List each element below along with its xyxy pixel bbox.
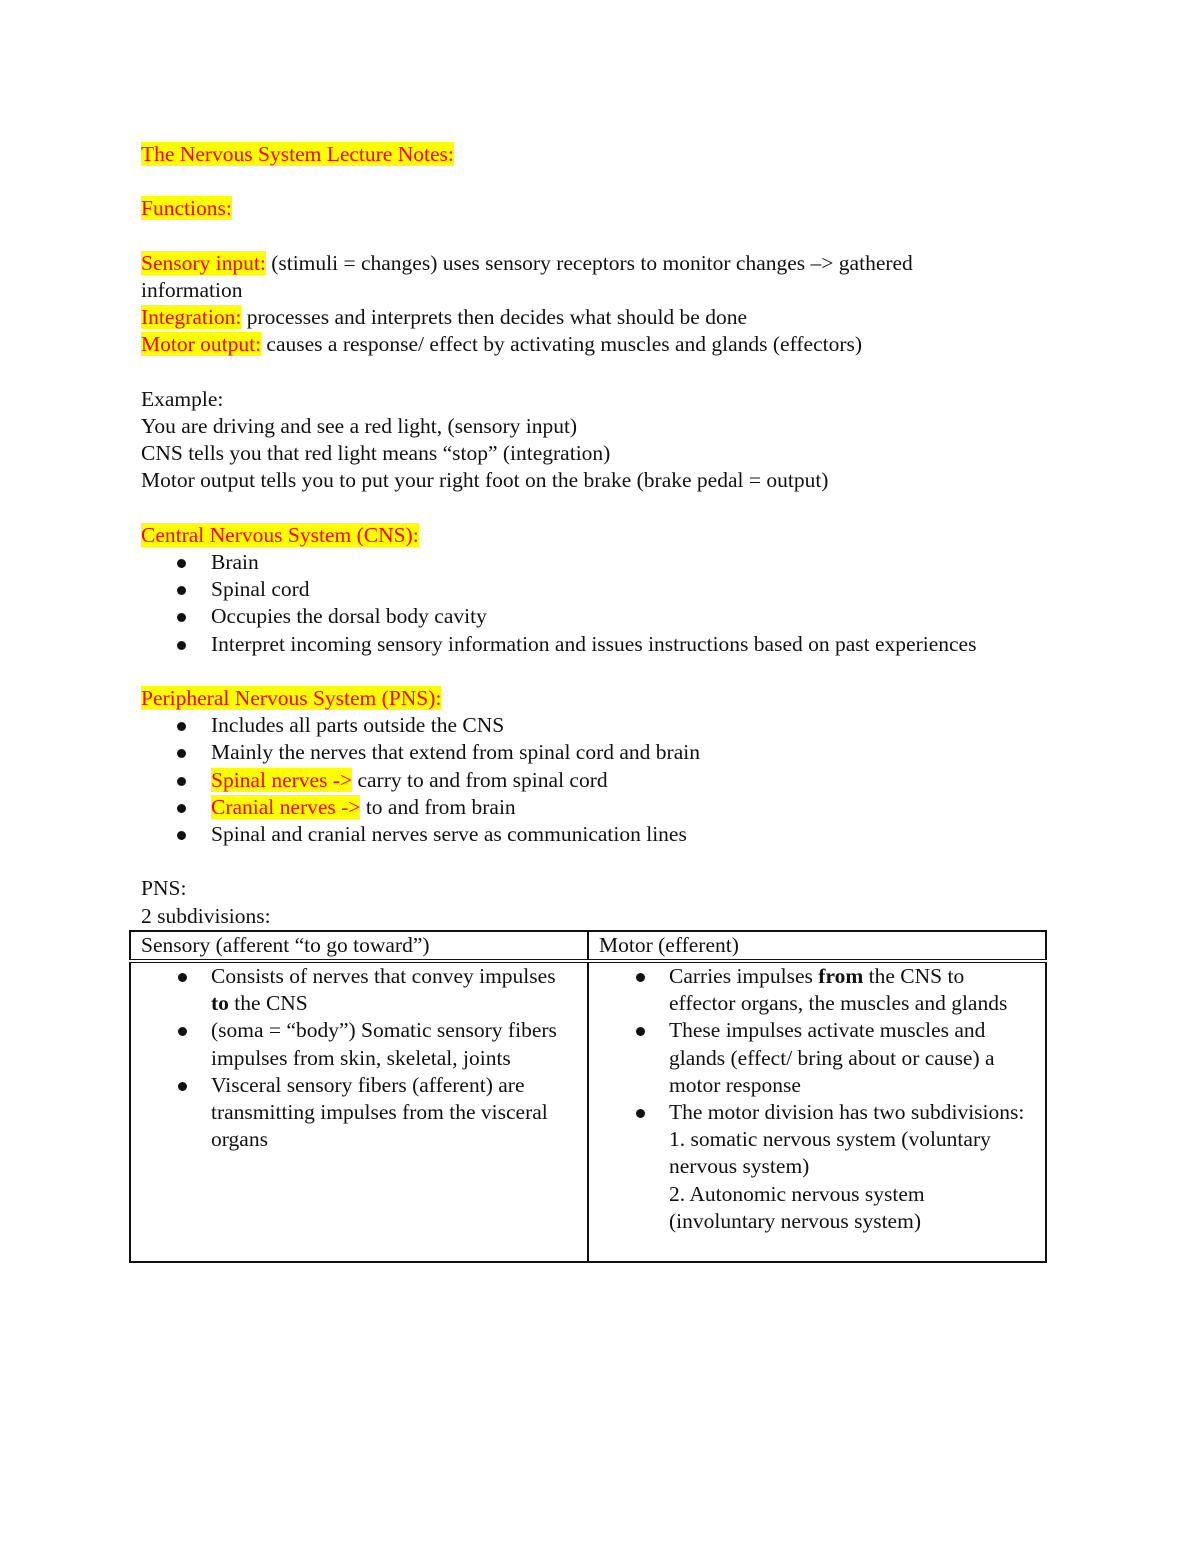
bullet-icon [177,804,186,813]
subdivisions-table [129,930,1047,1263]
pns-label: PNS: [141,876,187,901]
list-item-text: The motor division has two subdivisions: 1. somatic nervous system (voluntary nervous system) [669,1100,1025,1179]
list-item-text: 2. Autonomic nervous system (involuntary nervous system) [669,1181,925,1233]
list-item-text: Occupies the dorsal body cavity [211,604,487,629]
list-item-text: the CNS [228,991,308,1016]
bullet-icon [177,777,186,786]
cns-heading: Central Nervous System (CNS): [141,522,419,547]
list-item-text: Brain [211,549,259,574]
example-line: CNS tells you that red light means “stop” (integration) [141,441,611,466]
cns-list [141,549,1061,658]
sensory-input-continuation: information [141,277,243,302]
pns-heading: Peripheral Nervous System (PNS): [141,685,442,710]
subdivisions-label: 2 subdivisions: [141,903,271,928]
motor-output-text: causes a response/ effect by activating muscles and glands (effectors) [261,332,863,357]
list-item-text: Includes all parts outside the CNS [211,713,505,738]
list-item [141,603,1061,630]
bullet-icon [636,973,645,982]
list-item [141,549,1061,576]
table-header-row [130,931,1046,961]
functions-heading: Functions: [141,196,232,221]
bullet-icon [177,749,186,758]
list-item [141,1072,577,1154]
bullet-icon [177,722,186,731]
list-item-text: Mainly the nerves that extend from spinal cord and brain [211,740,700,765]
motor-output-label: Motor output: [141,332,262,357]
list-item [599,1099,1035,1235]
example-heading: Example: [141,386,224,411]
emphasis-text: from [818,964,864,988]
list-item [141,631,1061,658]
list-item [141,712,1061,739]
list-item [141,821,1061,848]
list-item-text: carry to and from spinal cord [352,767,608,792]
bullet-icon [177,641,186,650]
bullet-icon [178,1027,187,1036]
list-item-text: Consists of nerves that convey impulses [211,964,556,988]
integration-label: Integration: [141,305,242,330]
list-item-text: the CNS to effector organs, the muscles and glands [669,964,1008,1016]
list-item [141,963,577,1017]
example-line: You are driving and see a red light, (sensory input) [141,413,578,438]
bullet-icon [636,1109,645,1118]
motor-column-header: Motor (efferent) [588,931,1046,961]
list-item [141,739,1061,766]
motor-cell [588,961,1046,1262]
pns-heading-line [141,685,1061,712]
sensory-input-label: Sensory input: [141,250,266,275]
integration-text: processes and interprets then decides what should be done [241,305,748,330]
list-item-text: These impulses activate muscles and glands (effect/ bring about or cause) a motor response [669,1018,995,1097]
bullet-icon [178,973,187,982]
pns-list [141,712,1061,848]
bullet-icon [177,586,186,595]
sensory-input-line [141,250,1061,277]
list-item [599,1017,1035,1099]
table-row [130,961,1046,1262]
sensory-column-header: Sensory (afferent “to go toward”) [130,931,588,961]
example-line: Motor output tells you to put your right foot on the brake (brake pedal = output) [141,468,829,493]
bullet-icon [177,559,186,568]
list-item [141,1017,577,1071]
cranial-nerves-label: Cranial nerves -> [211,794,361,819]
list-item-text: (soma = “body”) Somatic sensory fibers impulses from skin, skeletal, joints [211,1018,557,1070]
list-item-text: Spinal and cranial nerves serve as communication lines [211,822,687,846]
document-page [141,141,1061,1233]
list-item [599,963,1035,1017]
list-item-text: Visceral sensory fibers (afferent) are transmitting impulses from the visceral organs [211,1072,548,1152]
bullet-icon [177,613,186,622]
list-item-text: Carries impulses [669,964,819,988]
bullet-icon [177,831,186,840]
spinal-nerves-label: Spinal nerves -> [211,767,353,792]
list-item [141,767,1061,794]
bullet-icon [636,1027,645,1036]
list-item-text: Interpret incoming sensory information and issues instructions based on past experiences [211,631,977,656]
list-item-text: to and from brain [360,794,516,819]
functions-heading-line [141,195,1061,222]
list-item [141,794,1061,821]
list-item [141,576,1061,603]
motor-output-line [141,331,1061,358]
document-title: The Nervous System Lecture Notes: [141,142,454,166]
sensory-cell [130,961,588,1262]
cns-heading-line [141,522,1061,549]
list-item-text: Spinal cord [211,577,310,602]
sensory-input-text: (stimuli = changes) uses sensory receptors to monitor changes –> gathered [265,250,913,275]
title-line [141,141,1061,168]
integration-line [141,304,1061,331]
bullet-icon [178,1082,187,1091]
emphasis-text: to [211,991,229,1016]
